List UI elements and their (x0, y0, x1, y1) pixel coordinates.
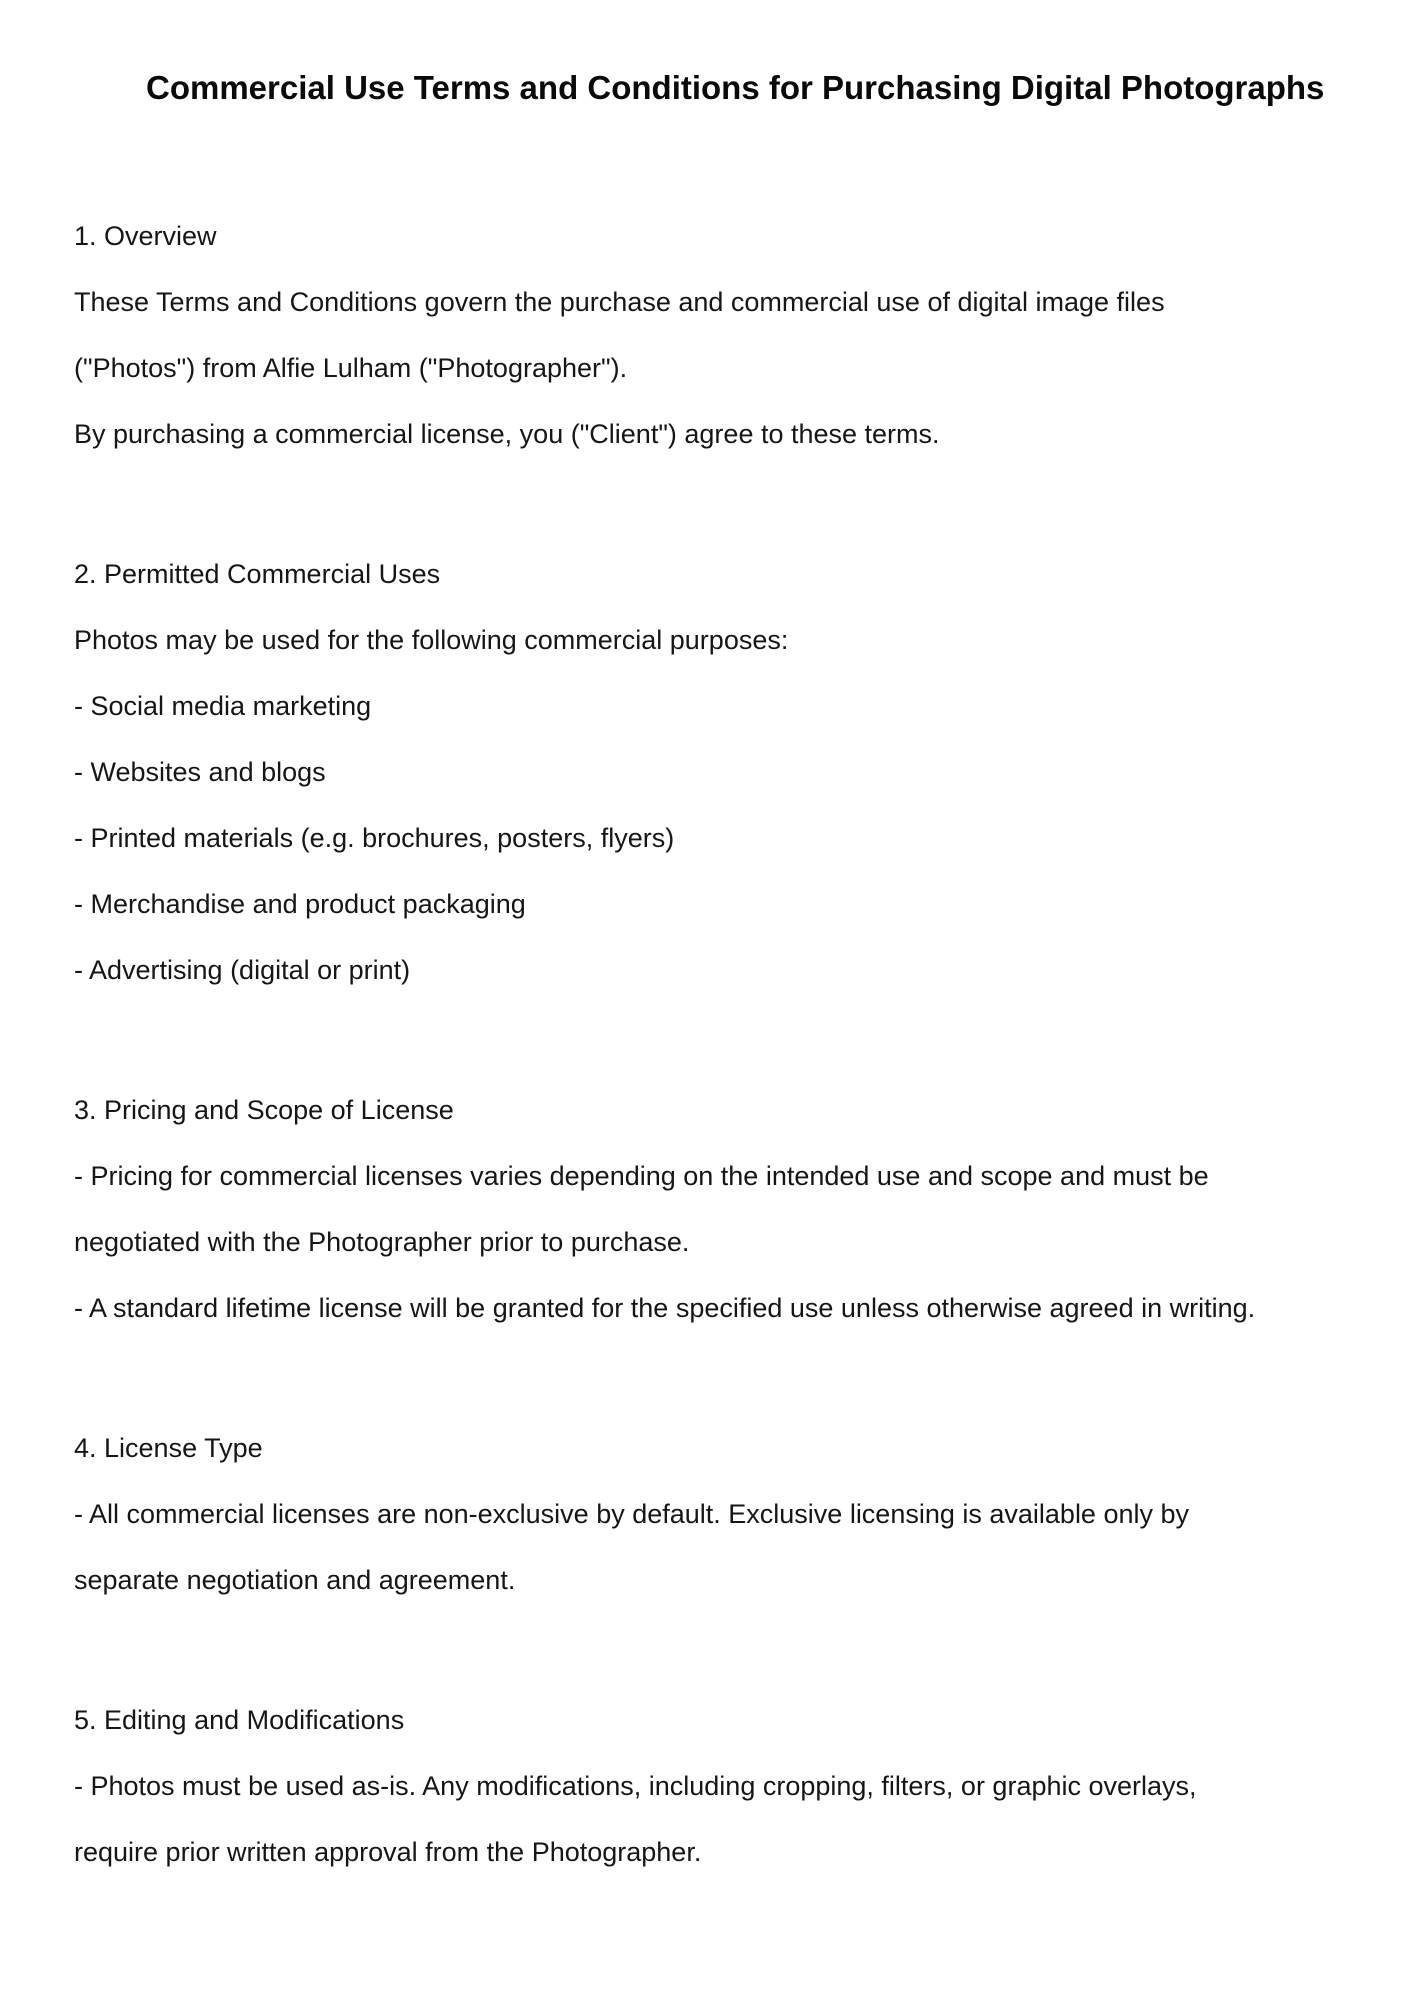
paragraph-line: require prior written approval from the Photographer. (74, 1837, 702, 1867)
section-permitted-uses (74, 541, 1364, 1003)
section-editing-modifications (74, 1687, 1364, 1885)
list-item: - A standard lifetime license will be granted for the specified use unless otherwise agreed in writing. (74, 1293, 1256, 1323)
paragraph-line: separate negotiation and agreement. (74, 1565, 516, 1595)
list-item: - All commercial licenses are non-exclusive by default. Exclusive licensing is available only by (74, 1499, 1190, 1529)
section-overview (74, 203, 1364, 467)
list-item: - Photos must be used as-is. Any modifications, including cropping, filters, or graphic overlays, (74, 1771, 1197, 1801)
paragraph-line: negotiated with the Photographer prior to purchase. (74, 1227, 690, 1257)
terms-sections (74, 203, 1364, 1959)
paragraph-line: By purchasing a commercial license, you ("Client") agree to these terms. (74, 419, 940, 449)
section-heading: 4. License Type (74, 1433, 263, 1463)
section-license-type (74, 1415, 1364, 1613)
section-heading: 1. Overview (74, 221, 217, 251)
section-heading: 2. Permitted Commercial Uses (74, 559, 441, 589)
paragraph-line: Photos may be used for the following commercial purposes: (74, 625, 789, 655)
section-heading: 5. Editing and Modifications (74, 1705, 405, 1735)
list-item: - Social media marketing (74, 691, 372, 721)
section-pricing-scope (74, 1077, 1364, 1341)
document-title: Commercial Use Terms and Conditions for Purchasing Digital Photographs (146, 69, 1325, 106)
list-item: - Merchandise and product packaging (74, 889, 526, 919)
list-item: - Websites and blogs (74, 757, 326, 787)
paragraph-line: These Terms and Conditions govern the purchase and commercial use of digital image files (74, 287, 1165, 317)
list-item: - Pricing for commercial licenses varies depending on the intended use and scope and must be (74, 1161, 1209, 1191)
section-heading: 3. Pricing and Scope of License (74, 1095, 454, 1125)
paragraph-line: ("Photos") from Alfie Lulham ("Photographer"). (74, 353, 628, 383)
list-item: - Printed materials (e.g. brochures, posters, flyers) (74, 823, 675, 853)
list-item: - Advertising (digital or print) (74, 955, 411, 985)
